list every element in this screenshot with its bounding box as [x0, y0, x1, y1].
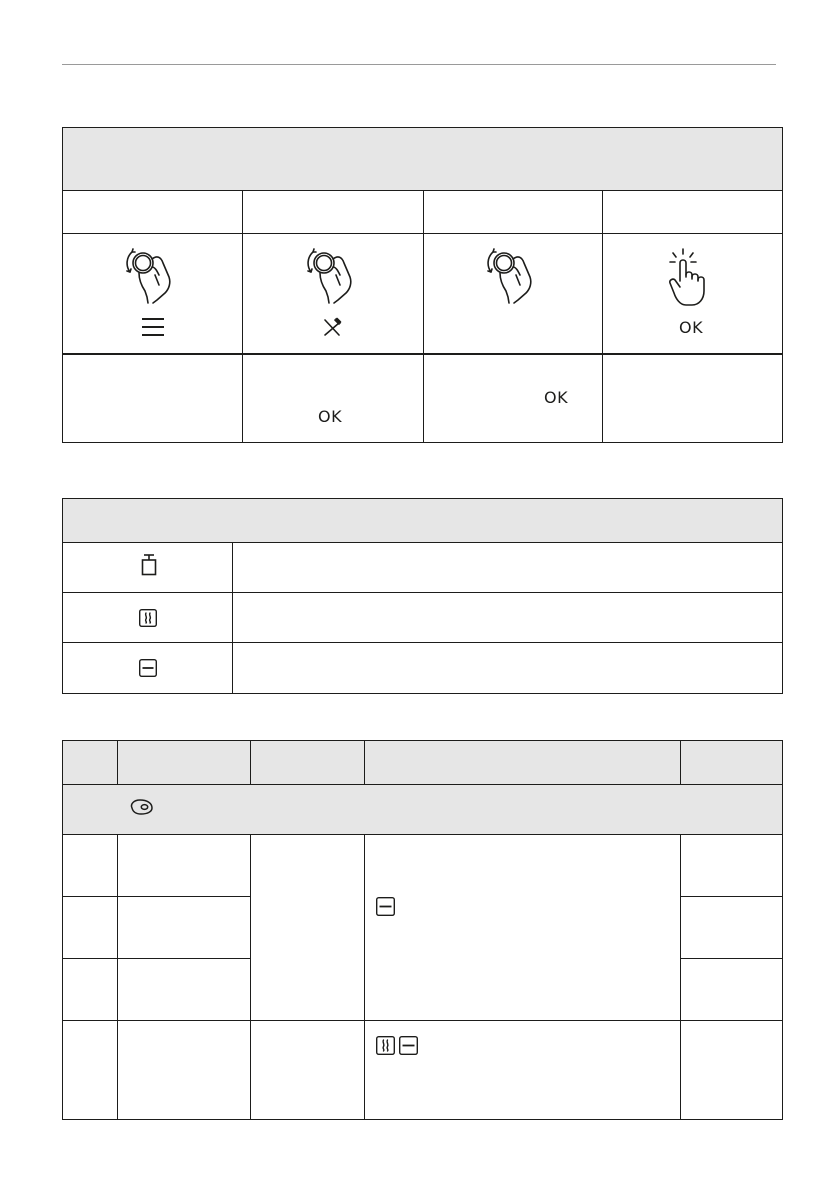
cooking-table-category	[63, 785, 782, 834]
bottom-heat-icon	[399, 1036, 418, 1055]
grill-heating-icon	[139, 609, 157, 627]
symbols-table	[62, 498, 783, 694]
rotate-knob-hand-icon	[300, 245, 360, 305]
cooking-table-header	[63, 741, 782, 784]
ok-label: OK	[318, 407, 343, 426]
menu-icon	[142, 318, 164, 336]
ok-label: OK	[544, 388, 569, 407]
grill-heating-icon	[376, 1036, 395, 1055]
tap-hand-icon	[666, 249, 710, 307]
cooking-table	[62, 740, 783, 1120]
bottom-heat-icon	[139, 659, 157, 677]
steps-table	[62, 127, 783, 443]
rotate-knob-hand-icon	[480, 245, 540, 305]
header-rule	[62, 64, 776, 65]
steps-table-header	[63, 128, 782, 190]
symbols-table-header	[63, 499, 782, 542]
ok-label: OK	[679, 318, 704, 337]
rotate-knob-hand-icon	[119, 245, 179, 305]
cutlery-icon	[323, 318, 341, 336]
timer-icon	[141, 554, 157, 576]
bottom-heat-icon	[376, 897, 395, 916]
meat-icon	[129, 799, 153, 815]
